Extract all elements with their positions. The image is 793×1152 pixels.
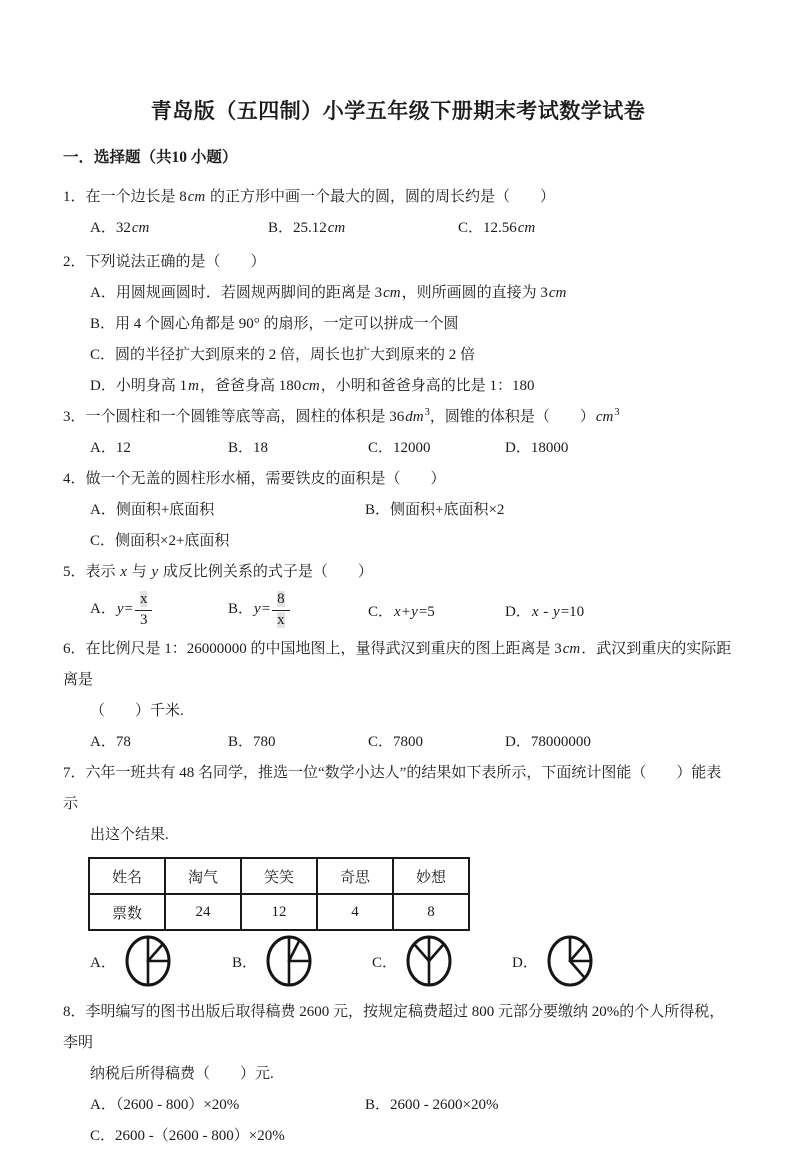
table-cell: 8 <box>393 894 469 930</box>
table-cell: 24 <box>165 894 241 930</box>
question-5 <box>63 557 733 632</box>
table-row <box>89 858 469 894</box>
option-c: C．侧面积×2+底面积 <box>90 533 230 549</box>
question-2 <box>63 247 733 402</box>
option-b: B．用 4 个圆心角都是 90° 的扇形，一定可以拼成一个圆 <box>90 316 459 332</box>
pie-label: B． <box>232 954 258 971</box>
option-d: D．18000 <box>505 440 569 456</box>
question-6-text-line1: 6．在比例尺是 1：26000000 的中国地图上，量得武汉到重庆的图上距离是 3cm．武汉到重庆的实际距离是 <box>63 641 732 688</box>
pie-label: C． <box>372 954 398 971</box>
table-cell: 奇思 <box>317 858 393 894</box>
option-d: D．小明身高 1m，爸爸身高 180cm，小明和爸爸身高的比是 1：180 <box>90 378 535 394</box>
option-d: D．x - y=10 <box>505 603 585 620</box>
question-2-text: 2．下列说法正确的是（ ） <box>63 254 266 270</box>
pie-chart-icon <box>545 933 595 989</box>
option-c: C．7800 <box>368 734 424 750</box>
page-title: 青岛版（五四制）小学五年级下册期末考试数学试卷 <box>150 99 646 123</box>
question-2-options <box>63 278 733 402</box>
option-c: C．12.56cm <box>458 220 536 236</box>
question-8-options-row1 <box>63 1090 733 1121</box>
option-a: A．32cm <box>90 220 150 236</box>
vote-table <box>88 857 470 931</box>
pie-chart-icon <box>404 933 454 989</box>
pie-label: D． <box>512 954 538 971</box>
pie-option-a <box>90 933 232 989</box>
pie-option-b <box>232 933 372 989</box>
question-4 <box>63 464 733 557</box>
option-b: B．18 <box>228 440 269 456</box>
option-a: A．78 <box>90 734 131 750</box>
question-4-text: 4．做一个无盖的圆柱形水桶，需要铁皮的面积是（ ） <box>63 471 446 487</box>
pie-option-c <box>372 933 512 989</box>
question-7-pie-options <box>63 933 733 989</box>
option-b: B．2600 - 2600×20% <box>365 1097 499 1113</box>
section-heading: 一．选择题（共10 小题） <box>63 149 238 166</box>
option-b: B．y= $\frac{8}{x}$ <box>228 591 368 629</box>
table-cell: 票数 <box>89 894 165 930</box>
question-7-text-line1: 7．六年一班共有 48 名同学，推选一位“数学小达人”的结果如下表所示，下面统计图能（ ）能表示 <box>63 765 722 812</box>
option-c: C．2600 -（2600 - 800）×20% <box>90 1128 285 1144</box>
question-6-options <box>63 727 733 758</box>
pie-option-d <box>512 933 733 989</box>
question-5-options <box>63 588 733 632</box>
question-1-options <box>63 213 733 244</box>
table-cell: 4 <box>317 894 393 930</box>
question-7 <box>63 758 733 989</box>
question-8-text-line2: 纳税后所得稿费（ ）元. <box>90 1066 274 1082</box>
option-c: C．x+y=5 <box>368 603 435 620</box>
question-1 <box>63 182 733 244</box>
question-7-text-line2: 出这个结果. <box>90 827 169 843</box>
question-6 <box>63 634 733 758</box>
option-c: C．12000 <box>368 440 431 456</box>
question-4-options-row2 <box>63 526 733 557</box>
pie-chart-icon <box>264 933 314 989</box>
pie-label: A． <box>90 954 116 971</box>
option-b: B．侧面积+底面积×2 <box>365 502 505 518</box>
option-a: A．12 <box>90 440 131 456</box>
table-cell: 姓名 <box>89 858 165 894</box>
table-cell: 淘气 <box>165 858 241 894</box>
question-3-options <box>63 433 733 464</box>
question-8 <box>63 997 733 1152</box>
question-4-options-row1 <box>63 495 733 526</box>
option-a: A．用圆规画圆时．若圆规两脚间的距离是 3cm，则所画圆的直接为 3cm <box>90 285 567 301</box>
question-3-text: 3．一个圆柱和一个圆锥等底等高，圆柱的体积是 $36dm^3$，圆锥的体积是（ ）$cm^3$ <box>63 407 620 425</box>
option-a: A．y= $\frac{x}{3}$ <box>90 591 228 629</box>
table-cell: 12 <box>241 894 317 930</box>
question-5-text: 5．表示 x 与 y 成反比例关系的式子是（ ） <box>63 564 373 580</box>
option-c: C．圆的半径扩大到原来的 2 倍，周长也扩大到原来的 2 倍 <box>90 347 476 363</box>
option-a: A．（2600 - 800）×20% <box>90 1097 240 1113</box>
pie-chart-icon <box>123 933 173 989</box>
question-8-options-row2 <box>63 1121 733 1152</box>
table-cell: 妙想 <box>393 858 469 894</box>
option-b: B．25.12cm <box>268 220 346 236</box>
table-cell: 笑笑 <box>241 858 317 894</box>
question-8-text-line1: 8．李明编写的图书出版后取得稿费 2600 元，按规定稿费超过 800 元部分要缴纳 20%的个人所得税，李明 <box>63 1004 725 1051</box>
question-1-text: 1．在一个边长是 8cm 的正方形中画一个最大的圆，圆的周长约是（ ） <box>63 189 556 205</box>
option-d: D．78000000 <box>505 734 591 750</box>
option-a: A．侧面积+底面积 <box>90 502 215 518</box>
question-6-text-line2: （ ）千米. <box>90 703 184 719</box>
question-3 <box>63 402 733 464</box>
table-row <box>89 894 469 930</box>
option-b: B．780 <box>228 734 276 750</box>
